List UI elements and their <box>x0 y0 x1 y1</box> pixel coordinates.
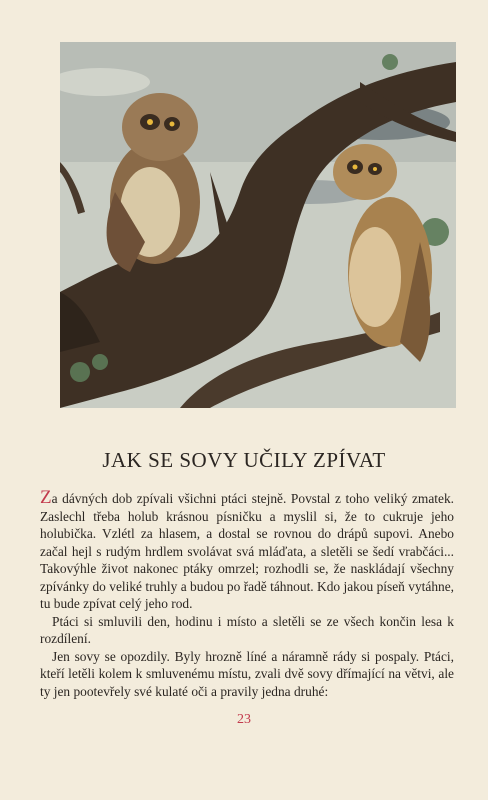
paragraph-1-text: a dávných dob zpívali všichni ptáci stejně. Povstal z toho veliký zmatek. Zaslechl třeba holub krásnou písničku a myslil si, že to cukruje jeho holubička. Vzlétl za hlasem, a dostal se rovnou do drápů supovi. Anebo začal hejl s rudým hrdlem svolávat svá mláďata, a sletěli se šedí vrabčáci... Takovýhle život nakonec ptáky omrzel; rozhodli se, že naskládají všechny zpívánky do veliké truhly a budou po řadě táhnout. Kdo jakou píseň vytáhne, tu bude zpívat celý jeho rod. <box>40 491 454 611</box>
drop-cap: Z <box>40 487 52 508</box>
paragraph-2: Ptáci si smluvili den, hodinu i místo a sletěli se ze všech končin lesa k rozdílení. <box>40 613 454 646</box>
paragraph-1 <box>40 487 454 613</box>
chapter-title: JAK SE SOVY UČILY ZPÍVAT <box>102 448 386 472</box>
story-text <box>40 487 454 700</box>
page-number: 23 <box>237 712 251 727</box>
owls-illustration <box>60 42 456 408</box>
paragraph-3: Jen sovy se opozdily. Byly hrozně líné a náramně rády si pospaly. Ptáci, kteří letěli kolem k smluvenému místu, zvali dvě sovy dřímající na větvi, ale ty jen pootevřely své kulaté oči a pravily jedna druhé: <box>40 648 454 699</box>
